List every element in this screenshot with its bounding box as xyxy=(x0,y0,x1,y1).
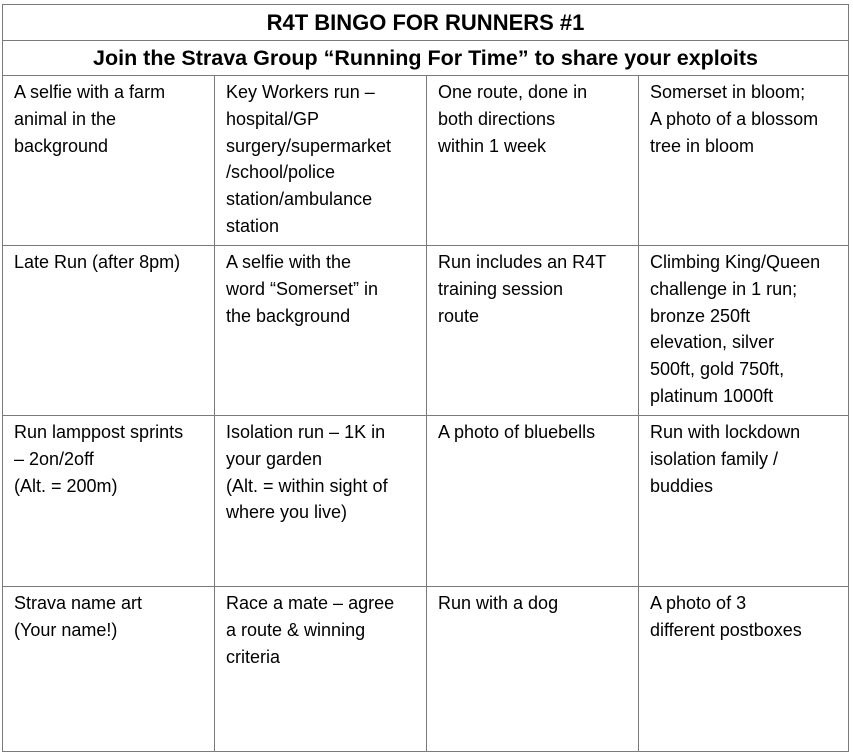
bingo-cell: Climbing King/Queen challenge in 1 run; bronze 250ft elevation, silver 500ft, gold 750ft, platinum 1000ft xyxy=(639,246,848,416)
page-subtitle: Join the Strava Group “Running For Time” to share your exploits xyxy=(3,41,848,76)
bingo-cell: Run includes an R4T training session route xyxy=(427,246,639,416)
bingo-card xyxy=(2,4,849,752)
bingo-cell: A photo of 3 different postboxes xyxy=(650,593,802,640)
bingo-cell: Isolation run – 1K in your garden (Alt. = within sight of where you live) xyxy=(215,416,427,587)
bingo-cell: Late Run (after 8pm) xyxy=(3,246,215,416)
page-title: R4T BINGO FOR RUNNERS #1 xyxy=(3,5,848,41)
bingo-cell: Somerset in bloom; A photo of a blossom tree in bloom xyxy=(639,76,848,246)
bingo-cell: A selfie with a farm animal in the background xyxy=(3,76,215,246)
bingo-cell: A selfie with the word “Somerset” in the background xyxy=(215,246,427,416)
bingo-cell: One route, done in both directions within 1 week xyxy=(427,76,639,246)
bingo-grid xyxy=(3,76,848,751)
bingo-cell: Run with lockdown isolation family / buddies xyxy=(639,416,848,587)
bingo-cell: A photo of bluebells xyxy=(427,416,639,587)
bingo-cell: Run lamppost sprints – 2on/2off (Alt. = 200m) xyxy=(3,416,215,587)
bingo-cell: Strava name art (Your name!) xyxy=(3,587,215,751)
bingo-cell: Key Workers run – hospital/GP surgery/supermarket /school/police station/ambulance station xyxy=(215,76,427,246)
bingo-cell: Race a mate – agree a route & winning criteria xyxy=(215,587,427,751)
bingo-cell: Run with a dog xyxy=(427,587,639,751)
